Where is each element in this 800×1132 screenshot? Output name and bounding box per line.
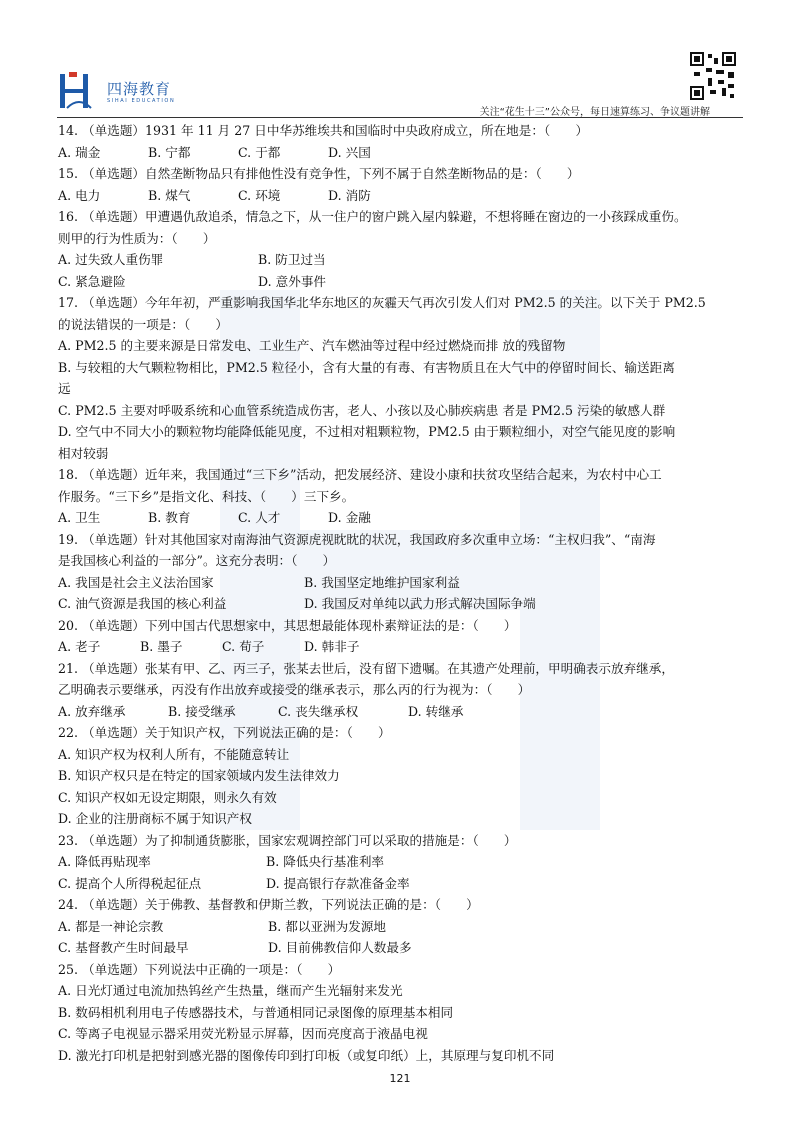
option-c: C. 等离子电视显示器采用荧光粉显示屏幕，因而亮度高于液晶电视	[58, 1026, 428, 1041]
question-text: 25. （单选题）下列说法中正确的一项是：（ ）	[58, 961, 341, 977]
option-c: C. 提高个人所得税起征点	[58, 875, 202, 891]
question-text: 作服务。“三下乡”是指文化、科技、（ ）三下乡。	[58, 488, 355, 504]
option-d: D. 消防	[328, 187, 371, 203]
option-d: D. 意外事件	[258, 273, 327, 289]
option-b: B. 我国坚定地维护国家利益	[304, 574, 460, 590]
question-list	[58, 120, 744, 1066]
question-text: 23. （单选题）为了抑制通货膨胀，国家宏观调控部门可以采取的措施是：（ ）	[58, 832, 517, 848]
option-b: B. 都以亚洲为发源地	[268, 918, 387, 934]
option-a: A. 电力	[58, 187, 101, 203]
option-a: A. 卫生	[58, 510, 101, 525]
option-a: A. 老子	[58, 639, 101, 654]
option-c: C. 荀子	[222, 639, 265, 654]
option-a: A. 知识产权为权利人所有，不能随意转让	[58, 746, 290, 762]
option-d: D. 兴国	[328, 144, 371, 160]
option-row	[58, 185, 744, 207]
option-d: D. 转继承	[408, 703, 464, 719]
option-row	[58, 593, 744, 615]
option-a: A. 放弃继承	[58, 703, 126, 719]
option-row	[58, 507, 744, 529]
option-d: D. 金融	[328, 510, 371, 525]
option-row	[58, 249, 744, 271]
question	[58, 206, 744, 292]
option-b: B. 降低央行基准利率	[266, 854, 385, 869]
option-a: A. PM2.5 的主要来源是日常发电、工业生产、汽车燃油等过程中经过燃烧而排 放的残留物	[58, 338, 566, 353]
logo	[57, 70, 207, 112]
option-d: D. 目前佛教信仰人数最多	[268, 940, 412, 955]
option-d: D. 韩非子	[304, 639, 360, 654]
question-text: 24. （单选题）关于佛教、基督教和伊斯兰教，下列说法正确的是：（ ）	[58, 897, 479, 912]
qr-code-icon	[690, 52, 736, 100]
question-text: 21. （单选题）张某有甲、乙、丙三子，张某去世后，没有留下遗嘱。在其遗产处理前，甲明确表示放弃继承，	[58, 660, 674, 676]
option-d-continued: 相对较弱	[58, 445, 109, 461]
option-b: B. 接受继承	[168, 703, 236, 719]
option-c: C. 丧失继承权	[278, 703, 359, 719]
option-c: C. 于都	[238, 144, 281, 160]
option-d: D. 激光打印机是把射到感光器的图像传印到打印板（或复印纸）上，其原理与复印机不同	[58, 1047, 555, 1063]
header-divider	[57, 117, 743, 118]
question	[58, 464, 744, 529]
question-text: 16. （单选题）甲遭遇仇敌追杀，情急之下，从一住户的窗户跳入屋内躲避，不想将睡在窗边的一小孩踩成重伤。	[58, 209, 687, 224]
option-c: C. 知识产权如无设定期限，则永久有效	[58, 789, 277, 805]
option-row	[58, 916, 744, 938]
option-b: B. 数码相机利用电子传感器技术，与普通相同记录图像的原理基本相同	[58, 1004, 454, 1020]
option-b-continued: 远	[58, 381, 71, 396]
question-text: 乙明确表示要继承，丙没有作出放弃或接受的继承表示，那么丙的行为视为：（ ）	[58, 682, 531, 697]
option-d: D. 提高银行存款准备金率	[266, 875, 410, 891]
question	[58, 163, 744, 206]
option-b: B. 墨子	[140, 639, 183, 654]
question-text: 19. （单选题）针对其他国家对南海油气资源虎视眈眈的状况，我国政府多次重申立场：“主权归我”、“南海	[58, 531, 656, 547]
option-b: B. 煤气	[148, 187, 191, 203]
logo-mark-icon	[57, 70, 101, 112]
logo-subtitle: SIHAI EDUCATION	[107, 98, 176, 104]
page-header	[0, 0, 800, 118]
option-a: A. 都是一神论宗教	[58, 918, 164, 934]
option-b: B. 知识产权只是在特定的国家领域内发生法律效力	[58, 768, 340, 783]
question-text: 20. （单选题）下列中国古代思想家中，其思想最能体现朴素辩证法的是：（ ）	[58, 617, 517, 633]
page-number: 121	[389, 1072, 411, 1085]
question	[58, 830, 744, 895]
option-d: D. 我国反对单纯以武力形式解决国际争端	[304, 596, 536, 611]
question	[58, 615, 744, 658]
option-row	[58, 851, 744, 873]
question	[58, 292, 744, 464]
option-c: C. 基督教产生时间最早	[58, 940, 189, 955]
header-note: 关注“花生十三”公众号，每日速算练习、争议题讲解	[479, 107, 710, 118]
option-a: A. 过失致人重伤罪	[58, 252, 164, 267]
option-row	[58, 142, 744, 164]
option-a: A. 我国是社会主义法治国家	[58, 574, 214, 590]
question-text: 则甲的行为性质为：（ ）	[58, 230, 216, 246]
option-row	[58, 636, 744, 658]
option-b: B. 宁都	[148, 144, 191, 160]
option-a: A. 降低再贴现率	[58, 854, 151, 869]
question	[58, 722, 744, 830]
option-c: C. 环境	[238, 187, 281, 203]
logo-text: 四海教育	[107, 80, 172, 98]
question	[58, 959, 744, 1067]
option-row	[58, 701, 744, 723]
question	[58, 658, 744, 723]
option-a: A. 日光灯通过电流加热钨丝产生热量，继而产生光辐射来发光	[58, 983, 403, 998]
option-c: C. PM2.5 主要对呼吸系统和心血管系统造成伤害，老人、小孩以及心肺疾病患 者是 PM2.5 污染的敏感人群	[58, 402, 666, 418]
option-c: C. 油气资源是我国的核心利益	[58, 596, 227, 611]
option-row	[58, 271, 744, 293]
question	[58, 120, 744, 163]
question-text: 15. （单选题）自然垄断物品只有排他性没有竞争性，下列不属于自然垄断物品的是：（ ）	[58, 166, 580, 181]
question-text: 是我国核心利益的一部分”。这充分表明：（ ）	[58, 553, 336, 568]
question	[58, 894, 744, 959]
option-d: D. 空气中不同大小的颗粒物均能降低能见度，不过相对粗颗粒物，PM2.5 由于颗粒细小，对空气能见度的影响	[58, 424, 676, 439]
option-d: D. 企业的注册商标不属于知识产权	[58, 811, 252, 826]
option-b: B. 教育	[148, 510, 191, 525]
question-text: 22. （单选题）关于知识产权，下列说法正确的是：（ ）	[58, 725, 391, 740]
question-text: 17. （单选题）今年年初，严重影响我国华北华东地区的灰霾天气再次引发人们对 PM2.5 的关注。以下关于 PM2.5	[58, 295, 706, 310]
option-row	[58, 937, 744, 959]
option-row	[58, 873, 744, 895]
option-row	[58, 572, 744, 594]
question	[58, 529, 744, 615]
question-text: 14. （单选题）1931 年 11 月 27 日中华苏维埃共和国临时中央政府成立，所在地是：（ ）	[58, 123, 589, 138]
question-text: 18. （单选题）近年来，我国通过“三下乡”活动，把发展经济、建设小康和扶贫攻坚结合起来，为农村中心工	[58, 467, 662, 482]
question-text: 的说法错误的一项是：（ ）	[58, 316, 229, 332]
option-b: B. 防卫过当	[258, 252, 326, 267]
option-c: C. 紧急避险	[58, 273, 126, 289]
option-a: A. 瑞金	[58, 144, 101, 160]
option-c: C. 人才	[238, 510, 281, 525]
option-b: B. 与较粗的大气颗粒物相比，PM2.5 粒径小，含有大量的有毒、有害物质且在大气中的停留时间长、输送距离	[58, 359, 675, 375]
